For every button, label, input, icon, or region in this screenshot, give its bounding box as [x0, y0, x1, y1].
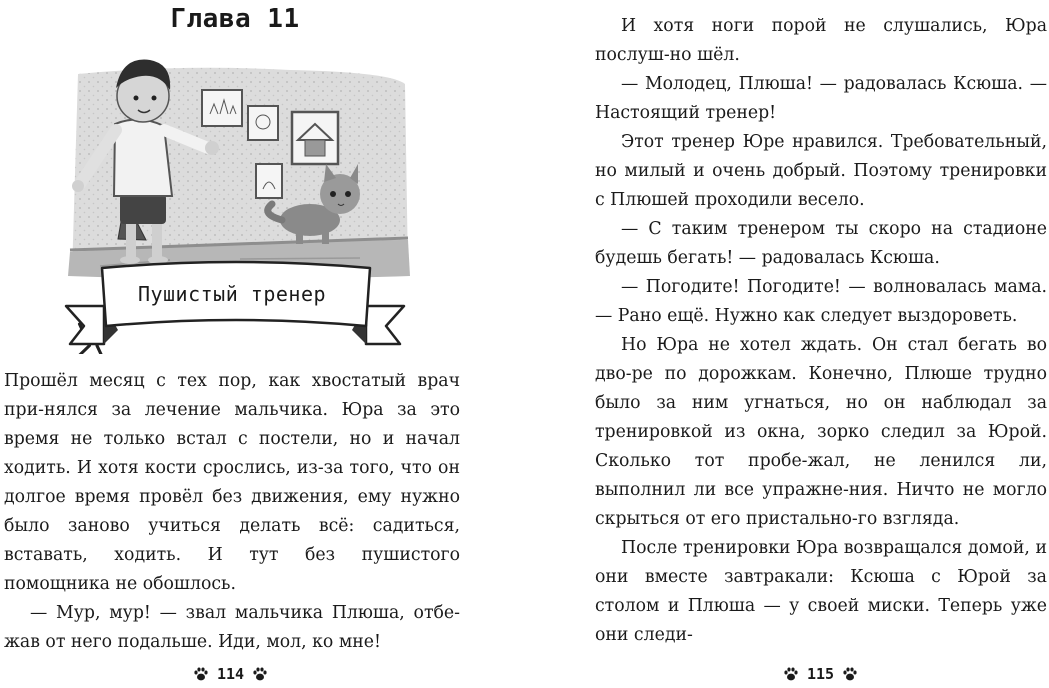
chapter-subtitle: Пушистый тренер [137, 282, 327, 306]
paw-icon [193, 666, 209, 682]
left-page [0, 0, 470, 688]
page-footer [193, 665, 268, 683]
paragraph: После тренировки Юра возвращался домой, и они вместе завтракали: Ксюша с Юрой за столом и Плюша — у своей миски. Теперь уже они следи- [595, 538, 1047, 645]
paragraph: Но Юра не хотел ждать. Он стал бегать во дво-ре по дорожкам. Конечно, Плюше трудно было за ним угнаться, но он наблюдал за тренировкой из окна, зорко следил за Юрой. Сколько тот пробе-жал, не ленился ли, выполнил ли все упражне-ния. Ничто не могло скрыться от его пристально-го взгляда. [595, 335, 1047, 529]
page-number: 114 [217, 665, 245, 683]
paragraph: Прошёл месяц с тех пор, как хвостатый врач при-нялся за лечение мальчика. Юра за это время не только встал с постели, но и начал ходить. И хотя кости срослись, из-за того, что он долгое время провёл без движения, ему нужно было заново учиться делать всё: садиться, вставать, ходить. И тут без пушистого помощника не обошлось. [4, 371, 460, 594]
paw-icon [252, 666, 268, 682]
paragraph: — Мур, мур! — звал мальчика Плюша, отбе-жав от него подальше. Иди, мол, ко мне! [4, 603, 460, 652]
paw-icon [842, 666, 858, 682]
paw-icon [783, 666, 799, 682]
right-page [595, 0, 1049, 688]
paragraph: — С таким тренером ты скоро на стадионе будешь бегать! — радовалась Ксюша. [595, 219, 1047, 268]
paragraph: — Погодите! Погодите! — волновалась мама. — Рано ещё. Нужно как следует выздороветь. [595, 277, 1047, 326]
paragraph: Этот тренер Юре нравился. Требовательный, но милый и очень добрый. Поэтому тренировки с Плюшей проходили весело. [595, 132, 1047, 210]
paragraph: — Молодец, Плюша! — радовалась Ксюша. — Настоящий тренер! [595, 74, 1047, 123]
left-page-body [4, 367, 460, 657]
right-page-body [595, 12, 1047, 650]
paragraph: И хотя ноги порой не слушались, Юра послуш-но шёл. [595, 16, 1047, 65]
chapter-title: Глава 11 [170, 4, 300, 34]
page-number: 115 [807, 665, 835, 683]
page-footer [783, 665, 858, 683]
